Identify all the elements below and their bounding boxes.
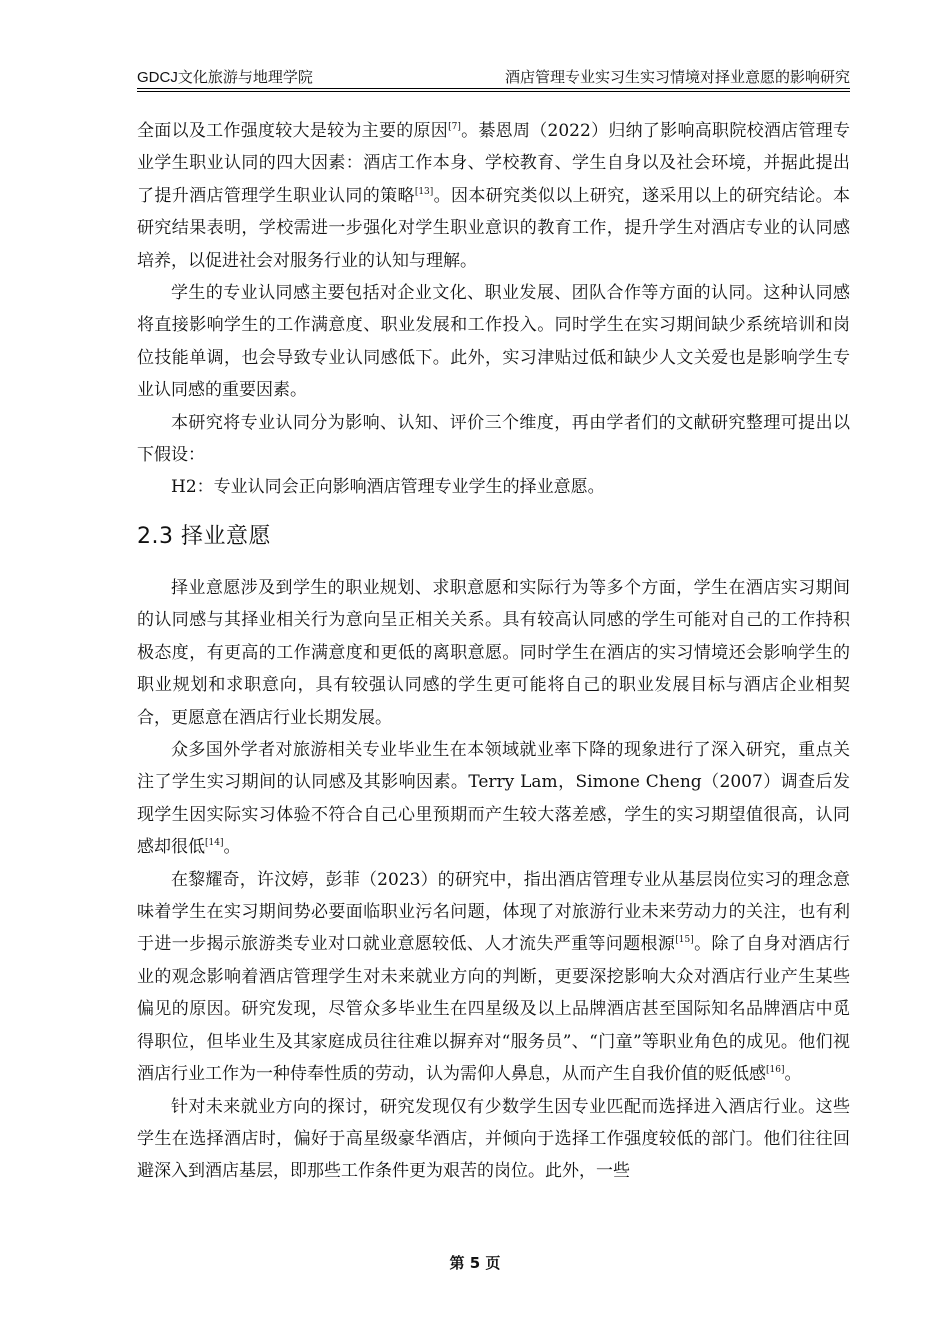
paragraph-text: 众多国外学者对旅游相关专业毕业生在本领域就业率下降的现象进行了深入研究，重点关注了学生实习期间的认同感及其影响因素。Terry Lam，Simone Cheng（2007）调查后发现学生因实际实习体验不符合自己心里预期而产生较大落差感，学生的实习期望值很高，认同感却很低 — [137, 740, 850, 858]
citation-ref: [14] — [205, 838, 224, 849]
header-rule-thin — [137, 91, 850, 92]
paragraph: 本研究将专业认同分为影响、认知、评价三个维度，再由学者们的文献研究整理可提出以下假设： — [137, 412, 850, 466]
body-block-lower — [137, 572, 850, 1188]
paragraph-text: 在黎耀奇，许汶婷，彭菲（2023）的研究中，指出酒店管理专业从基层岗位实习的理念意味着学生在实习期间势必要面临职业污名问题，体现了对旅游行业未来劳动力的关注，也有利于进一步揭示旅游类专业对口就业意愿较低、人才流失严重等问题根源 — [137, 869, 850, 955]
paragraph-text: 。 — [784, 1064, 802, 1085]
paragraph — [137, 734, 850, 864]
section-heading: 2.3 择业意愿 — [137, 524, 271, 549]
paragraph-text: 。 — [223, 837, 241, 858]
hypothesis-paragraph: H2：专业认同会正向影响酒店管理专业学生的择业意愿。 — [171, 477, 605, 498]
paragraph-text: 。綦恩周（2022）归纳了影响高职院校酒店管理专业学生职业认同的四大因素：酒店工作本身、学校教育、学生自身以及社会环境，并据此提出了提升酒店管理学生职业认同的策略 — [137, 121, 851, 206]
citation-ref: [13] — [414, 186, 434, 197]
page-number: 第 5 页 — [449, 1254, 501, 1272]
paragraph: 针对未来就业方向的探讨，研究发现仅有少数学生因专业匹配而选择进入酒店行业。这些学生在选择酒店时，偏好于高星级豪华酒店，并倾向于选择工作强度较低的部门。他们往往回避深入到酒店基层，即那些工作条件更为艰苦的岗位。此外，一些 — [137, 1096, 850, 1182]
paragraph — [137, 864, 850, 1091]
citation-ref: [16] — [766, 1065, 785, 1076]
running-header — [137, 62, 850, 88]
citation-ref: [7] — [448, 122, 461, 132]
header-right-text: 酒店管理专业实习生实习情境对择业意愿的影响研究 — [504, 69, 850, 86]
paragraph-text: 全面以及工作强度较大是较为主要的原因 — [137, 121, 449, 141]
paragraph-text: 。因本研究类似以上研究，遂采用以上的研究结论。本研究结果表明，学校需进一步强化对学生职业意识的教育工作，提升学生对酒店专业的认同感培养，以促进社会对服务行业的认知与理解。 — [137, 185, 851, 271]
paragraph — [137, 115, 850, 277]
paragraph-text: 。除了自身对酒店行业的观念影响着酒店管理学生对未来就业方向的判断，更要深挖影响大众对酒店行业产生某些偏见的原因。研究发现，尽管众多毕业生在四星级及以上品牌酒店甚至国际知名品牌酒店中觅得职位，但毕业生及其家庭成员往往难以摒弃对“服务员”、“门童”等职业角色的成见。他们视酒店行业工作为一种侍奉性质的劳动，认为需仰人鼻息，从而产生自我价值的贬低感 — [137, 934, 851, 1085]
header-left-text: GDCJ文化旅游与地理学院 — [137, 69, 313, 86]
paragraph: 学生的专业认同感主要包括对企业文化、职业发展、团队合作等方面的认同。这种认同感将直接影响学生的工作满意度、职业发展和工作投入。同时学生在实习期间缺少系统培训和岗位技能单调，也会导致专业认同感低下。此外，实习津贴过低和缺少人文关爱也是影响学生专业认同感的重要因素。 — [137, 283, 850, 401]
header-rule — [137, 88, 850, 89]
paragraph: 择业意愿涉及到学生的职业规划、求职意愿和实际行为等多个方面，学生在酒店实习期间的认同感与其择业相关行为意向呈正相关关系。具有较高认同感的学生可能对自己的工作持积极态度，有更高的工作满意度和更低的离职意愿。同时学生在酒店的实习情境还会影响学生的职业规划和求职意向，具有较强认同感的学生更可能将自己的职业发展目标与酒店企业相契合，更愿意在酒店行业长期发展。 — [137, 578, 850, 728]
body-block-upper — [137, 115, 850, 504]
citation-ref: [15] — [675, 935, 694, 946]
